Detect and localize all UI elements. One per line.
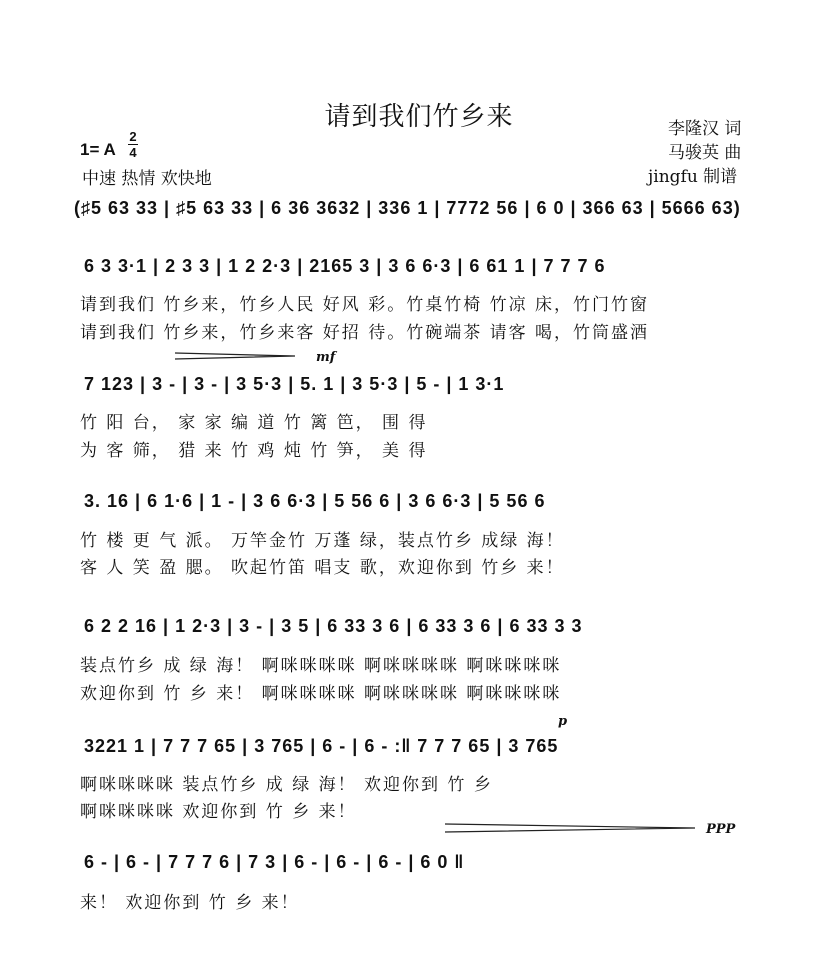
system-4-lyrics-1: 竹 楼 更 气 派。 万竿金竹 万蓬 绿，装点竹乡 成绿 海！ [80,531,565,551]
system-1-notes: (♯5 63 33 | ♯5 63 33 | 6 36 3632 | 336 1 | 7772 56 | 6 0 | 366 63 | 5666 63) [74,198,741,218]
time-top: 2 [129,129,137,144]
composer-credit: 马骏英 曲 [668,143,742,163]
system-5-lyrics-1: 装点竹乡 成 绿 海！ 啊咪咪咪咪 啊咪咪咪咪 啊咪咪咪咪 [80,656,562,676]
system-7-lyrics-1: 来！ 欢迎你到 竹 乡 来！ [80,893,300,913]
system-7-notes: 6 - | 6 - | 7 7 7 6 | 7 3 | 6 - | 6 - | 6 - | 6 0 ‖ [84,852,465,872]
system-3-lyrics-2: 为 客 筛， 猎 来 竹 鸡 炖 竹 笋， 美 得 [80,441,428,461]
system-6-lyrics-2: 啊咪咪咪咪 欢迎你到 竹 乡 来！ [80,802,357,822]
dynamic-ppp: PPP [706,822,736,837]
system-6-notes: 3221 1 | 7 7 7 65 | 3 765 | 6 - | 6 - :‖ 7 7 7 65 | 3 765 [84,736,559,756]
dynamic-mf: mf [316,350,336,365]
key-signature: 1= A [80,140,116,159]
system-2-lyrics-1: 请到我们 竹乡来，竹乡人民 好风 彩。竹桌竹椅 竹凉 床，竹门竹窗 [80,295,650,315]
system-4-notes: 3. 16 | 6 1·6 | 1 - | 3 6 6·3 | 5 56 6 | 3 6 6·3 | 5 56 6 [84,491,546,511]
notation-credit: jingfu 制谱 [648,167,738,187]
system-3-notes: 7 123 | 3 - | 3 - | 3 5·3 | 5. 1 | 3 5·3 | 5 - | 1 3·1 [84,374,505,394]
system-4-lyrics-2: 客 人 笑 盈 腮。 吹起竹笛 唱支 歌，欢迎你到 竹乡 来！ [80,558,565,578]
system-5-lyrics-2: 欢迎你到 竹 乡 来！ 啊咪咪咪咪 啊咪咪咪咪 啊咪咪咪咪 [80,684,562,704]
time-bottom: 4 [129,145,137,160]
system-2-lyrics-2: 请到我们 竹乡来，竹乡来客 好招 待。竹碗端茶 请客 喝，竹筒盛酒 [80,323,650,343]
system-2-notes: 6 3 3·1 | 2 3 3 | 1 2 2·3 | 2165 3 | 3 6 6·3 | 6 61 1 | 7 7 7 6 [84,256,606,276]
lyricist-credit: 李隆汉 词 [668,119,742,139]
tempo-marking: 中速 热情 欢快地 [82,169,212,189]
system-3-lyrics-1: 竹 阳 台， 家 家 编 道 竹 篱 笆， 围 得 [80,413,428,433]
dynamic-p: p [558,714,568,729]
song-title: 请到我们竹乡来 [324,102,514,132]
system-6-lyrics-1: 啊咪咪咪咪 装点竹乡 成 绿 海！ 欢迎你到 竹 乡 [80,775,493,795]
system-5-notes: 6 2 2 16 | 1 2·3 | 3 - | 3 5 | 6 33 3 6 | 6 33 3 6 | 6 33 3 3 [84,616,583,636]
